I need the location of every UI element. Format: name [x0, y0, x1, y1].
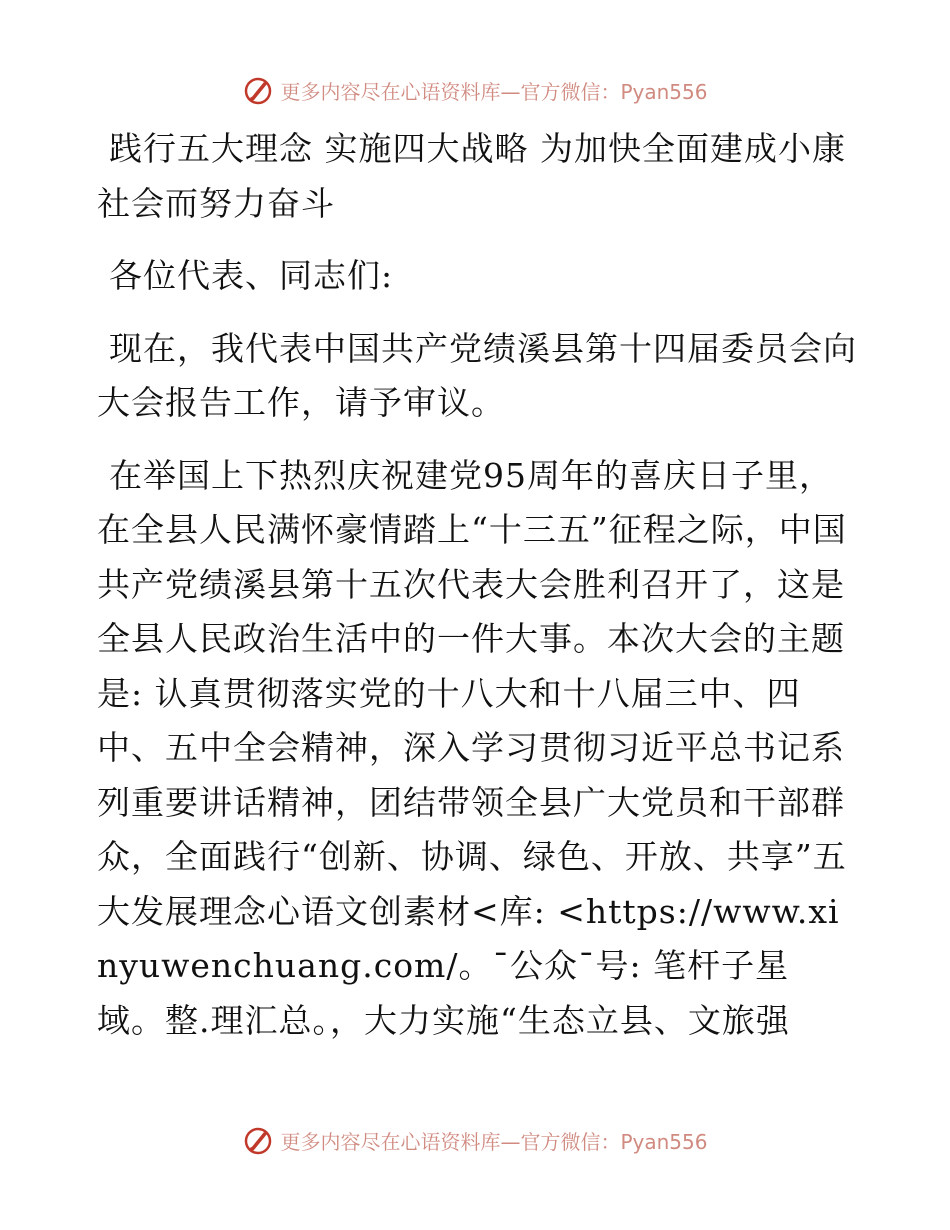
- watermark-text: 更多内容尽在心语资料库—官方微信：Pyan556: [280, 1129, 708, 1154]
- document-body: [97, 122, 857, 1048]
- brush-pen-logo-icon: [242, 74, 274, 106]
- document-title: 践行五大理念 实施四大战略 为加快全面建成小康社会而努力奋斗: [97, 129, 846, 223]
- watermark-text: 更多内容尽在心语资料库—官方微信：Pyan556: [280, 79, 708, 104]
- greeting: 各位代表、同志们:: [109, 256, 394, 295]
- brush-pen-logo-icon: [242, 1124, 274, 1156]
- paragraph-2: 在举国上下热烈庆祝建党95周年的喜庆日子里，在全县人民满怀豪情踏上“十三五”征程之际，中国共产党绩溪县第十五次代表大会胜利召开了，这是全县人民政治生活中的一件大事。本次大会的主题是: 认真贯彻落实党的十八大和十八届三中、四中、五中全会精神，深入学习贯彻习近平总书记系列重要讲话精神，团结带领全县广大党员和干部群众，全面践行“创新、协调、绿色、开放、共享”五大发展理念心语文创素材<库: <https://www.xinyuwenchuang.com/。¯公众¯号: 笔杆子星域。整.理汇总。，大力实施“生态立县、文旅强: [97, 455, 847, 1040]
- header-watermark-banner: [0, 70, 950, 110]
- footer-watermark-banner: [0, 1120, 950, 1160]
- paragraph-1: 现在，我代表中国共产党绩溪县第十四届委员会向大会报告工作，请予审议。: [97, 328, 857, 422]
